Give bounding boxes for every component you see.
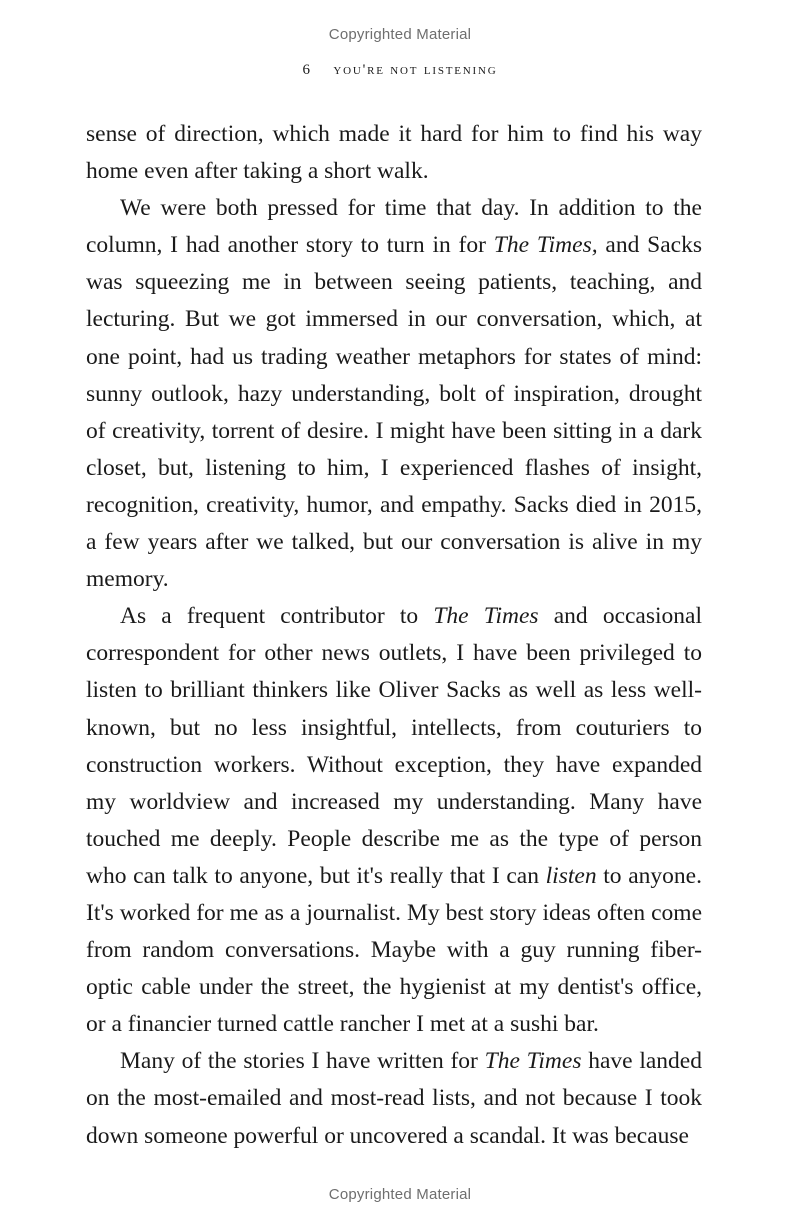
running-title: you're not listening	[333, 62, 498, 78]
body-text	[86, 116, 702, 1155]
running-header	[0, 62, 800, 79]
publication-name-italic: The Times	[433, 603, 539, 630]
paragraph-frequent-contributor	[86, 598, 702, 1043]
paragraph-text: have landed on the most-emailed and most-read lists, and not because I took down someone powerful or uncovered a scandal. It was because	[86, 1048, 702, 1149]
emphasis-italic: listen	[545, 862, 597, 889]
paragraph-continuation	[86, 116, 702, 190]
paragraph-text: We were both pressed for time that day. In addition to the column, I had another story to turn in for	[86, 195, 702, 259]
copyright-watermark-top: Copyrighted Material	[328, 26, 472, 43]
paragraph-many-stories	[86, 1043, 702, 1154]
publication-name-italic: The Times	[484, 1048, 582, 1075]
paragraph-text: sense of direction, which made it hard for him to find his way home even after taking a short walk.	[86, 121, 702, 185]
copyright-watermark-bottom: Copyrighted Material	[328, 1186, 472, 1203]
paragraph-pressed-for-time	[86, 190, 702, 598]
publication-name-italic: The Times,	[493, 232, 598, 259]
page-number: 6	[302, 62, 310, 78]
paragraph-text: and Sacks was squeezing me in between seeing patients, teaching, and lecturing. But we got immersed in our conversation, which, at one point, had us trading weather metaphors for states of mind: sunny outlook, hazy understanding, bolt of inspiration, drought of creativity, torrent of desire. I might have been sitting in a dark closet, but, listening to him, I experienced flashes of insight, recognition, creativity, humor, and empathy. Sacks died in 2015, a few years after we talked, but our conversation is alive in my memory.	[86, 232, 702, 593]
paragraph-text: As a frequent contributor to	[120, 603, 434, 630]
paragraph-text: to anyone. It's worked for me as a journalist. My best story ideas often come from random conversations. Maybe with a guy running fiber-optic cable under the street, the hygienist at my dentist's office, or a financier turned cattle rancher I met at a sushi bar.	[86, 862, 702, 1038]
paragraph-text: Many of the stories I have written for	[120, 1048, 485, 1075]
paragraph-text: and occasional correspondent for other news outlets, I have been privileged to listen to brilliant thinkers like Oliver Sacks as well as less well-known, but no less insightful, intellects, from couturiers to construction workers. Without exception, they have expanded my worldview and increased my understanding. Many have touched me deeply. People describe me as the type of person who can talk to anyone, but it's really that I can	[86, 603, 702, 889]
